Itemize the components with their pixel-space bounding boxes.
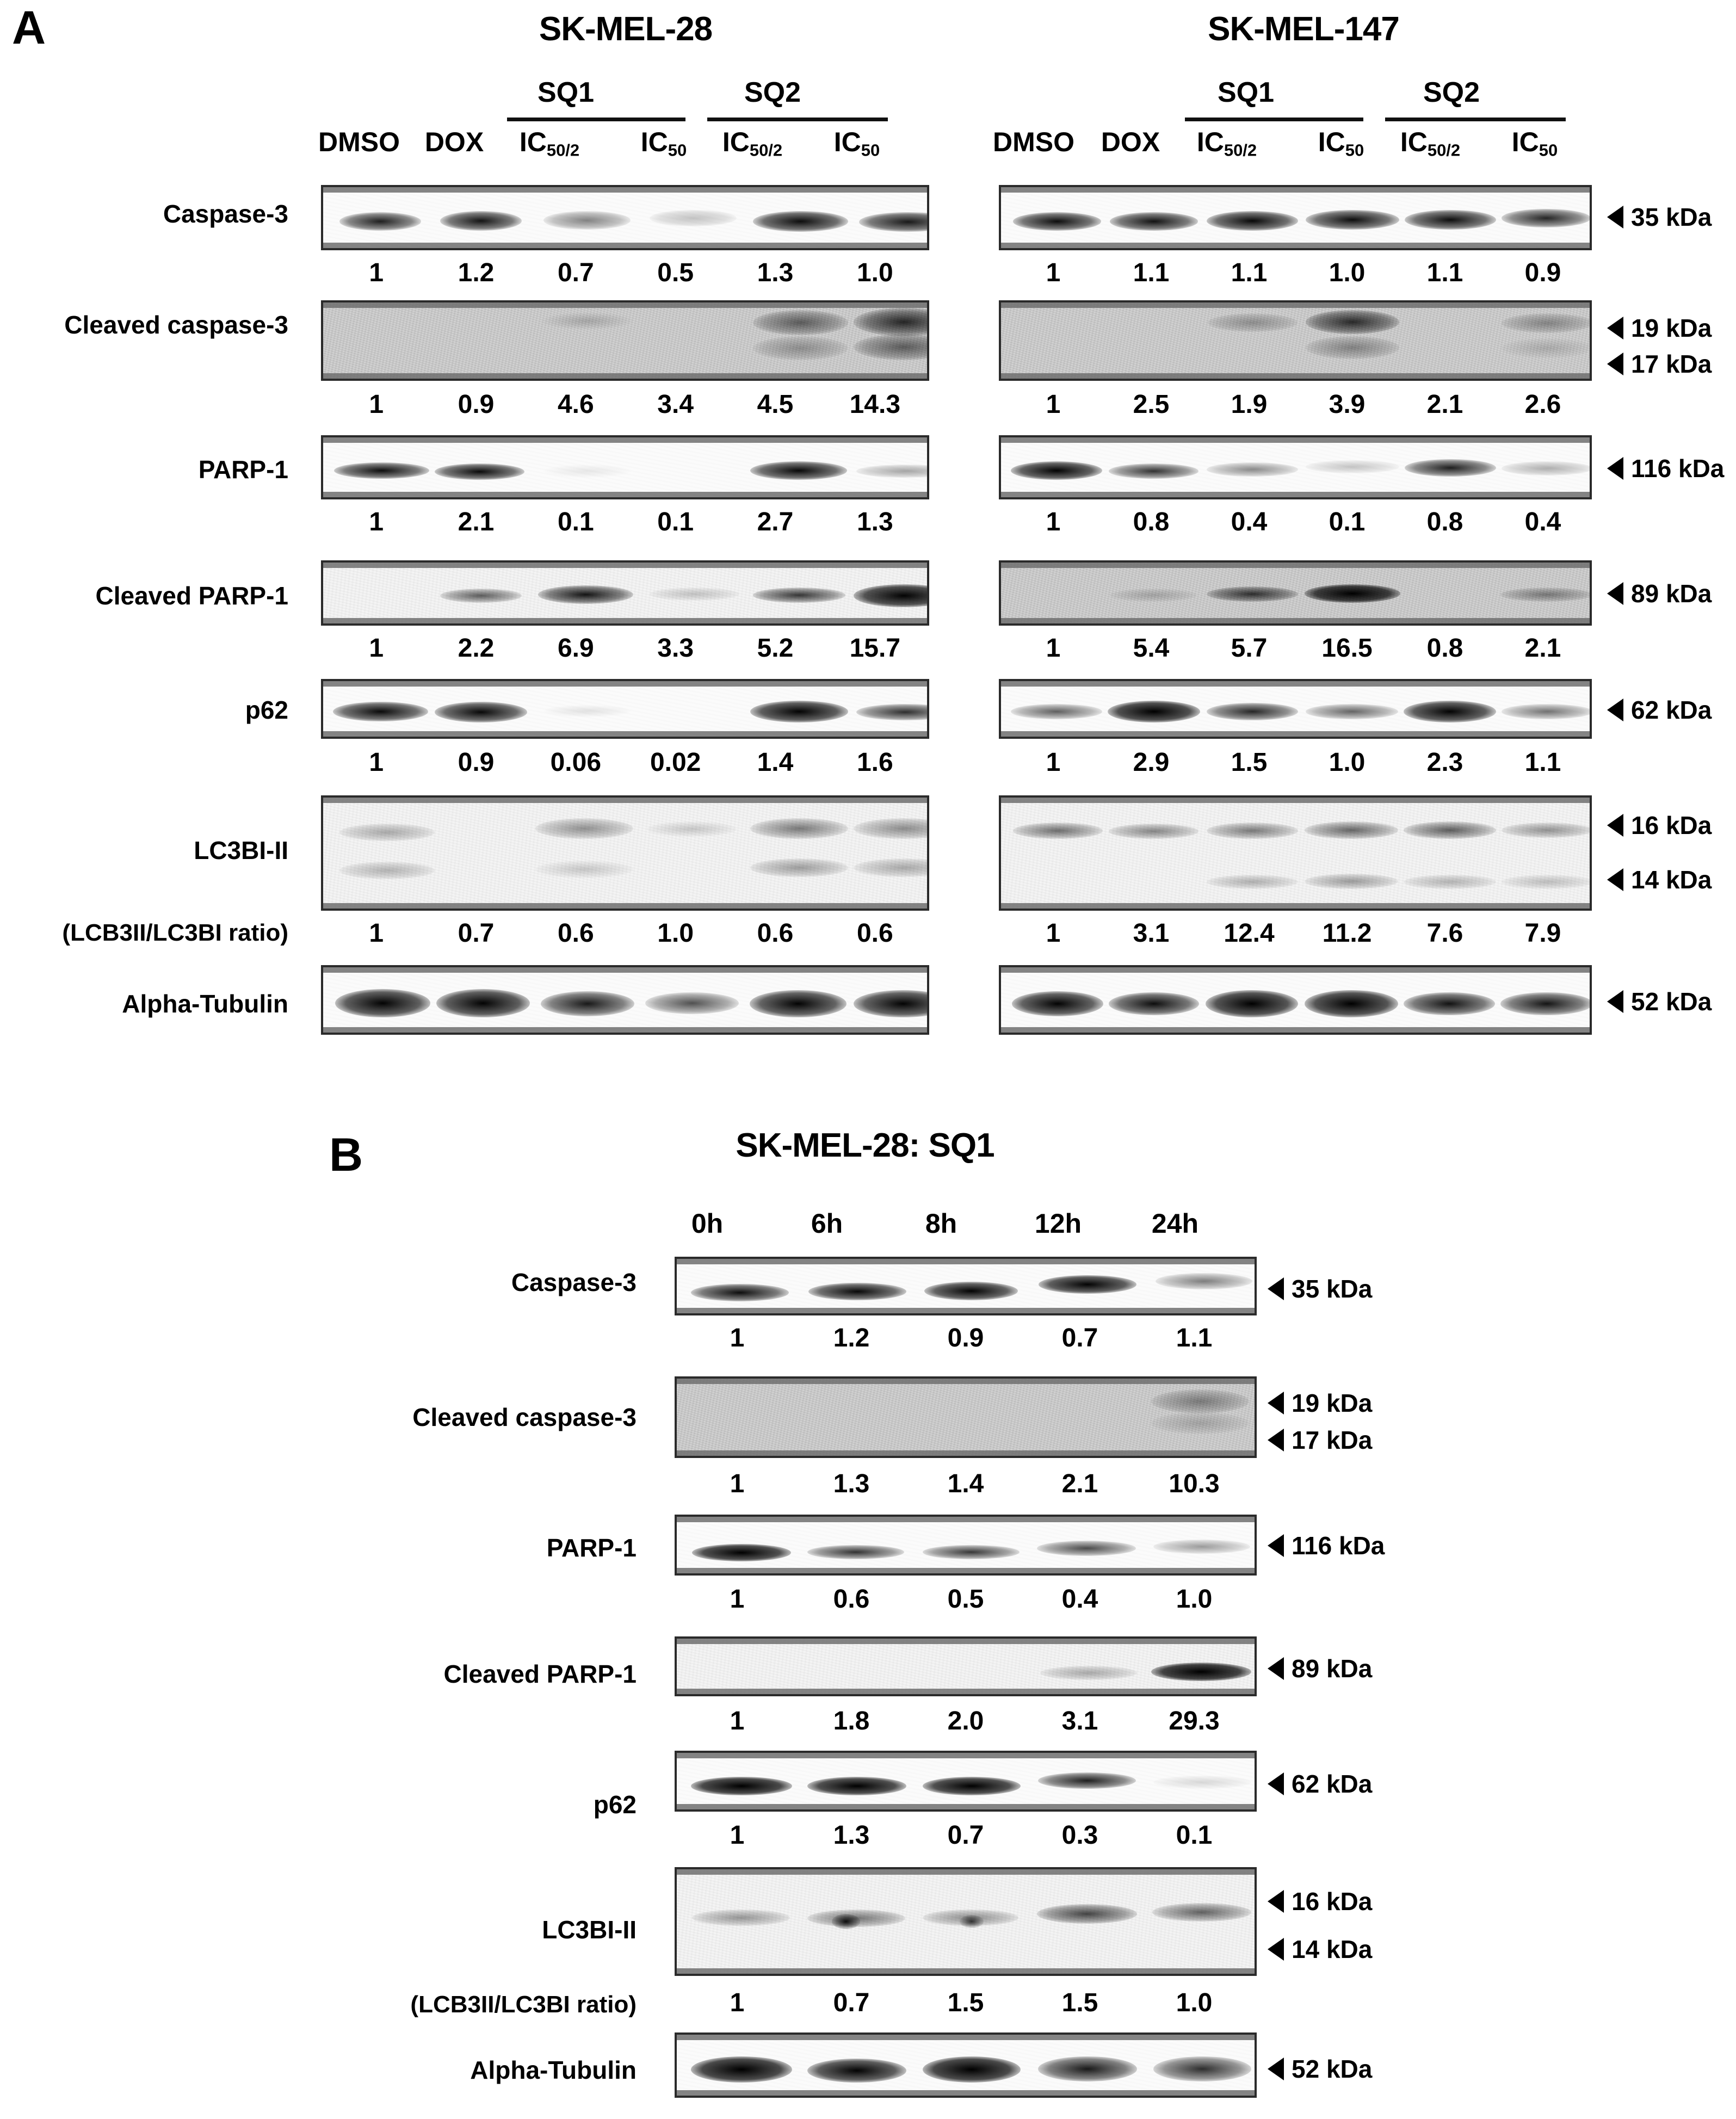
triangle-left-icon xyxy=(1607,206,1623,228)
row-label-alpha-tubulin-left: Alpha-Tubulin xyxy=(122,990,288,1018)
blot-lc3b-left xyxy=(321,795,929,911)
row-label-cleaved-parp1-b: Cleaved PARP-1 xyxy=(443,1660,637,1688)
quant-value: 1.0 xyxy=(1176,1988,1213,2017)
triangle-left-icon xyxy=(1268,1890,1284,1913)
row-label-lc3b-b: LC3BI-II xyxy=(542,1916,637,1944)
quant-value: 0.7 xyxy=(458,919,495,948)
triangle-left-icon xyxy=(1607,457,1623,480)
quant-value: 3.4 xyxy=(657,390,694,419)
blot-cleaved-caspase3-b xyxy=(675,1376,1257,1458)
quant-value: 1 xyxy=(1046,508,1061,536)
blot-cleaved-parp1-b xyxy=(675,1636,1257,1696)
triangle-left-icon xyxy=(1268,1429,1284,1451)
blot-lc3b-right xyxy=(999,795,1592,911)
quant-value: 1.0 xyxy=(1329,258,1366,287)
quant-row-caspase3-left xyxy=(326,258,925,288)
quant-value: 0.8 xyxy=(1133,508,1170,536)
quant-value: 0.9 xyxy=(947,1324,984,1352)
lane-label-sq1-ic50-left: $IC_{50}$ xyxy=(640,127,687,160)
quant-value: 4.6 xyxy=(557,390,594,419)
triangle-left-icon xyxy=(1268,2058,1284,2080)
quant-row-parp1-b xyxy=(680,1584,1251,1614)
quant-row-p62-b xyxy=(680,1820,1251,1850)
quant-value: 1.5 xyxy=(947,1988,984,2017)
quant-value: 0.7 xyxy=(1061,1324,1098,1352)
quant-value: 1.0 xyxy=(1329,748,1366,777)
quant-value: 5.7 xyxy=(1231,634,1268,663)
quant-value: 1.6 xyxy=(856,748,893,777)
quant-value: 0.6 xyxy=(557,919,594,948)
quant-value: 1.3 xyxy=(856,508,893,536)
quant-row-cleaved-caspase3-b xyxy=(680,1469,1251,1499)
quant-value: 4.5 xyxy=(757,390,794,419)
lane-label-dox-right: DOX xyxy=(1101,127,1160,157)
lane-label-12h: 12h xyxy=(1034,1208,1082,1239)
triangle-left-icon xyxy=(1607,814,1623,837)
blot-caspase3-left xyxy=(321,185,929,250)
row-label-parp1-left: PARP-1 xyxy=(198,455,288,484)
blot-alpha-tubulin-right xyxy=(999,965,1592,1035)
blot-lc3b-b xyxy=(675,1867,1257,1976)
blot-caspase3-right xyxy=(999,185,1592,250)
quant-value: 2.2 xyxy=(458,634,495,663)
quant-value: 3.9 xyxy=(1329,390,1366,419)
quant-value: 2.3 xyxy=(1426,748,1463,777)
quant-value: 1 xyxy=(369,390,384,419)
quant-row-cleaved-parp1-right xyxy=(1004,633,1592,663)
blot-alpha-tubulin-left xyxy=(321,965,929,1035)
triangle-left-icon xyxy=(1607,582,1623,605)
kda-marker-89-b: 89 kDa xyxy=(1268,1654,1372,1683)
quant-row-cleaved-parp1-left xyxy=(326,633,925,663)
quant-value: 0.4 xyxy=(1061,1585,1098,1614)
quant-value: 2.7 xyxy=(757,508,794,536)
group-label-sq1-left: SQ1 xyxy=(537,77,595,108)
group-label-sq2-left: SQ2 xyxy=(744,77,801,108)
blot-p62-right xyxy=(999,679,1592,739)
row-label-caspase3-left: Caspase-3 xyxy=(163,200,288,228)
quant-value: 0.8 xyxy=(1426,508,1463,536)
row-label-cleaved-caspase3-b: Cleaved caspase-3 xyxy=(412,1403,637,1431)
lane-label-dmso-right: DMSO xyxy=(993,127,1074,157)
quant-value: 0.9 xyxy=(1524,258,1561,287)
quant-value: 1.2 xyxy=(833,1324,870,1352)
row-label-cleaved-caspase3-left: Cleaved caspase-3 xyxy=(64,311,288,339)
lane-label-0h: 0h xyxy=(691,1208,724,1239)
group-rule-sq1-left xyxy=(507,118,685,121)
kda-marker-35-b: 35 kDa xyxy=(1268,1274,1372,1303)
quant-value: 1 xyxy=(730,1988,745,2017)
kda-marker-62-a: 62 kDa xyxy=(1607,695,1712,725)
quant-value: 5.2 xyxy=(757,634,794,663)
quant-value: 0.6 xyxy=(757,919,794,948)
kda-marker-89-a: 89 kDa xyxy=(1607,579,1712,608)
quant-value: 0.4 xyxy=(1231,508,1268,536)
group-label-sq2-right: SQ2 xyxy=(1423,77,1480,108)
quant-value: 0.5 xyxy=(947,1585,984,1614)
row-label-parp1-b: PARP-1 xyxy=(546,1534,637,1562)
ratio-label-lc3b-left: (LCB3II/LC3BI ratio) xyxy=(62,919,288,946)
lane-label-8h: 8h xyxy=(925,1208,957,1239)
lane-label-sq2-ic50-right: $IC_{50}$ xyxy=(1511,127,1558,160)
quant-value: 1 xyxy=(369,258,384,287)
lane-label-24h: 24h xyxy=(1151,1208,1199,1239)
triangle-left-icon xyxy=(1268,1277,1284,1300)
kda-marker-14-a: 14 kDa xyxy=(1607,865,1712,894)
quant-value: 1 xyxy=(730,1821,745,1850)
quant-value: 1.4 xyxy=(757,748,794,777)
quant-value: 11.2 xyxy=(1322,919,1372,948)
quant-value: 2.1 xyxy=(1426,390,1463,419)
quant-row-cleaved-parp1-b xyxy=(680,1706,1251,1736)
quant-value: 0.7 xyxy=(833,1988,870,2017)
quant-value: 16.5 xyxy=(1321,634,1373,663)
quant-value: 2.6 xyxy=(1524,390,1561,419)
kda-marker-52-b: 52 kDa xyxy=(1268,2054,1372,2084)
triangle-left-icon xyxy=(1607,317,1623,339)
cell-line-title-sk-mel-147: SK-MEL-147 xyxy=(1208,10,1399,48)
quant-value: 1 xyxy=(369,748,384,777)
quant-value: 0.02 xyxy=(650,748,701,777)
quant-value: 1.1 xyxy=(1231,258,1268,287)
blot-cleaved-caspase3-left xyxy=(321,300,929,381)
group-rule-sq1-right xyxy=(1185,118,1363,121)
triangle-left-icon xyxy=(1268,1392,1284,1414)
quant-value: 1.3 xyxy=(833,1821,870,1850)
quant-value: 3.1 xyxy=(1061,1707,1098,1735)
quant-value: 2.5 xyxy=(1133,390,1170,419)
quant-row-parp1-right xyxy=(1004,507,1592,537)
triangle-left-icon xyxy=(1268,1938,1284,1961)
quant-row-lc3b-b xyxy=(680,1988,1251,2018)
row-label-p62-left: p62 xyxy=(245,696,288,724)
triangle-left-icon xyxy=(1268,1534,1284,1557)
quant-value: 1.3 xyxy=(757,258,794,287)
triangle-left-icon xyxy=(1268,1657,1284,1680)
triangle-left-icon xyxy=(1607,699,1623,721)
kda-marker-17-a: 17 kDa xyxy=(1607,349,1712,379)
group-rule-sq2-left xyxy=(707,118,888,121)
blot-caspase3-b xyxy=(675,1257,1257,1315)
quant-value: 2.9 xyxy=(1133,748,1170,777)
quant-value: 0.9 xyxy=(458,390,495,419)
row-label-p62-b: p62 xyxy=(593,1790,637,1819)
lane-label-sq2-ic50half-right: $IC_{50/2}$ xyxy=(1400,127,1461,160)
lane-label-sq1-ic50half-right: $IC_{50/2}$ xyxy=(1196,127,1257,160)
quant-value: 3.1 xyxy=(1133,919,1170,948)
row-label-lc3b-left: LC3BI-II xyxy=(194,836,288,864)
group-label-sq1-right: SQ1 xyxy=(1217,77,1275,108)
triangle-left-icon xyxy=(1607,868,1623,891)
triangle-left-icon xyxy=(1607,353,1623,375)
quant-value: 1 xyxy=(730,1585,745,1614)
quant-value: 0.5 xyxy=(657,258,694,287)
row-label-alpha-tubulin-b: Alpha-Tubulin xyxy=(470,2056,637,2084)
quant-value: 2.1 xyxy=(458,508,495,536)
quant-value: 1 xyxy=(1046,634,1061,663)
group-rule-sq2-right xyxy=(1385,118,1566,121)
blot-parp1-right xyxy=(999,435,1592,499)
quant-value: 6.9 xyxy=(557,634,594,663)
quant-value: 3.3 xyxy=(657,634,694,663)
quant-value: 0.7 xyxy=(947,1821,984,1850)
lane-label-sq1-ic50-right: $IC_{50}$ xyxy=(1318,127,1364,160)
quant-value: 1.2 xyxy=(458,258,495,287)
quant-value: 1 xyxy=(1046,258,1061,287)
quant-value: 0.3 xyxy=(1061,1821,1098,1850)
triangle-left-icon xyxy=(1607,990,1623,1013)
blot-p62-b xyxy=(675,1751,1257,1812)
kda-marker-14-b: 14 kDa xyxy=(1268,1935,1372,1964)
quant-value: 0.7 xyxy=(557,258,594,287)
lane-label-sq2-ic50-left: $IC_{50}$ xyxy=(833,127,880,160)
row-label-caspase3-b: Caspase-3 xyxy=(511,1268,637,1296)
kda-marker-52-a: 52 kDa xyxy=(1607,987,1712,1016)
quant-value: 0.06 xyxy=(550,748,602,777)
quant-value: 7.9 xyxy=(1524,919,1561,948)
panel-b-letter: B xyxy=(329,1129,363,1181)
quant-row-caspase3-right xyxy=(1004,258,1592,288)
quant-row-cleaved-caspase3-right xyxy=(1004,390,1592,419)
kda-marker-17-b: 17 kDa xyxy=(1268,1425,1372,1455)
blot-parp1-left xyxy=(321,435,929,499)
quant-value: 0.1 xyxy=(1176,1821,1213,1850)
quant-value: 0.6 xyxy=(833,1585,870,1614)
quant-value: 12.4 xyxy=(1224,919,1275,948)
quant-value: 1 xyxy=(369,634,384,663)
quant-value: 1.4 xyxy=(947,1469,984,1498)
quant-value: 1 xyxy=(730,1469,745,1498)
cell-line-title-sk-mel-28: SK-MEL-28 xyxy=(539,10,713,48)
quant-value: 0.8 xyxy=(1426,634,1463,663)
ratio-label-lc3b-b: (LCB3II/LC3BI ratio) xyxy=(410,1991,637,2018)
kda-marker-19-a: 19 kDa xyxy=(1607,313,1712,343)
quant-value: 14.3 xyxy=(849,390,901,419)
lane-label-dmso-left: DMSO xyxy=(318,127,400,157)
quant-value: 1.1 xyxy=(1426,258,1463,287)
quant-value: 1 xyxy=(369,919,384,948)
blot-cleaved-parp1-left xyxy=(321,560,929,626)
triangle-left-icon xyxy=(1268,1772,1284,1795)
quant-value: 15.7 xyxy=(849,634,901,663)
blot-cleaved-caspase3-right xyxy=(999,300,1592,381)
quant-row-caspase3-b xyxy=(680,1323,1251,1353)
kda-marker-116-b: 116 kDa xyxy=(1268,1531,1385,1560)
quant-value: 1.3 xyxy=(833,1469,870,1498)
kda-marker-116-a: 116 kDa xyxy=(1607,454,1724,483)
quant-row-lc3b-right xyxy=(1004,918,1592,948)
lane-label-6h: 6h xyxy=(811,1208,843,1239)
quant-value: 0.4 xyxy=(1524,508,1561,536)
quant-value: 1.1 xyxy=(1524,748,1561,777)
quant-value: 1 xyxy=(369,508,384,536)
blot-alpha-tubulin-b xyxy=(675,2032,1257,2098)
quant-value: 1 xyxy=(730,1324,745,1352)
blot-p62-left xyxy=(321,679,929,739)
lane-label-sq1-ic50half-left: $IC_{50/2}$ xyxy=(519,127,580,160)
kda-marker-16-b: 16 kDa xyxy=(1268,1887,1372,1916)
quant-value: 0.9 xyxy=(458,748,495,777)
quant-value: 1.1 xyxy=(1133,258,1170,287)
quant-row-cleaved-caspase3-left xyxy=(326,390,925,419)
kda-marker-35-a: 35 kDa xyxy=(1607,202,1712,232)
quant-value: 1.9 xyxy=(1231,390,1268,419)
quant-value: 1.8 xyxy=(833,1707,870,1735)
quant-value: 2.0 xyxy=(947,1707,984,1735)
quant-value: 29.3 xyxy=(1169,1707,1220,1735)
kda-marker-62-b: 62 kDa xyxy=(1268,1769,1372,1799)
kda-marker-19-b: 19 kDa xyxy=(1268,1388,1372,1418)
quant-value: 2.1 xyxy=(1061,1469,1098,1498)
quant-row-p62-left xyxy=(326,747,925,777)
panel-a-letter: A xyxy=(12,2,46,54)
quant-value: 1.0 xyxy=(657,919,694,948)
lane-label-sq2-ic50half-left: $IC_{50/2}$ xyxy=(722,127,783,160)
quant-value: 1 xyxy=(1046,748,1061,777)
quant-value: 1 xyxy=(1046,919,1061,948)
blot-cleaved-parp1-right xyxy=(999,560,1592,626)
quant-row-p62-right xyxy=(1004,747,1592,777)
quant-value: 5.4 xyxy=(1133,634,1170,663)
quant-value: 1.1 xyxy=(1176,1324,1213,1352)
quant-value: 0.1 xyxy=(1329,508,1366,536)
lane-label-dox-left: DOX xyxy=(424,127,484,157)
quant-row-parp1-left xyxy=(326,507,925,537)
quant-value: 10.3 xyxy=(1169,1469,1220,1498)
quant-value: 1 xyxy=(730,1707,745,1735)
kda-marker-16-a: 16 kDa xyxy=(1607,811,1712,840)
quant-value: 1.5 xyxy=(1061,1988,1098,2017)
quant-row-lc3b-left xyxy=(326,918,925,948)
cell-line-title-panel-b: SK-MEL-28: SQ1 xyxy=(736,1127,994,1164)
quant-value: 2.1 xyxy=(1524,634,1561,663)
row-label-cleaved-parp1-left: Cleaved PARP-1 xyxy=(95,582,288,610)
quant-value: 1.0 xyxy=(1176,1585,1213,1614)
quant-value: 1.0 xyxy=(856,258,893,287)
quant-value: 0.6 xyxy=(856,919,893,948)
quant-value: 0.1 xyxy=(657,508,694,536)
quant-value: 0.1 xyxy=(557,508,594,536)
quant-value: 7.6 xyxy=(1426,919,1463,948)
quant-value: 1 xyxy=(1046,390,1061,419)
blot-parp1-b xyxy=(675,1515,1257,1576)
quant-value: 1.5 xyxy=(1231,748,1268,777)
